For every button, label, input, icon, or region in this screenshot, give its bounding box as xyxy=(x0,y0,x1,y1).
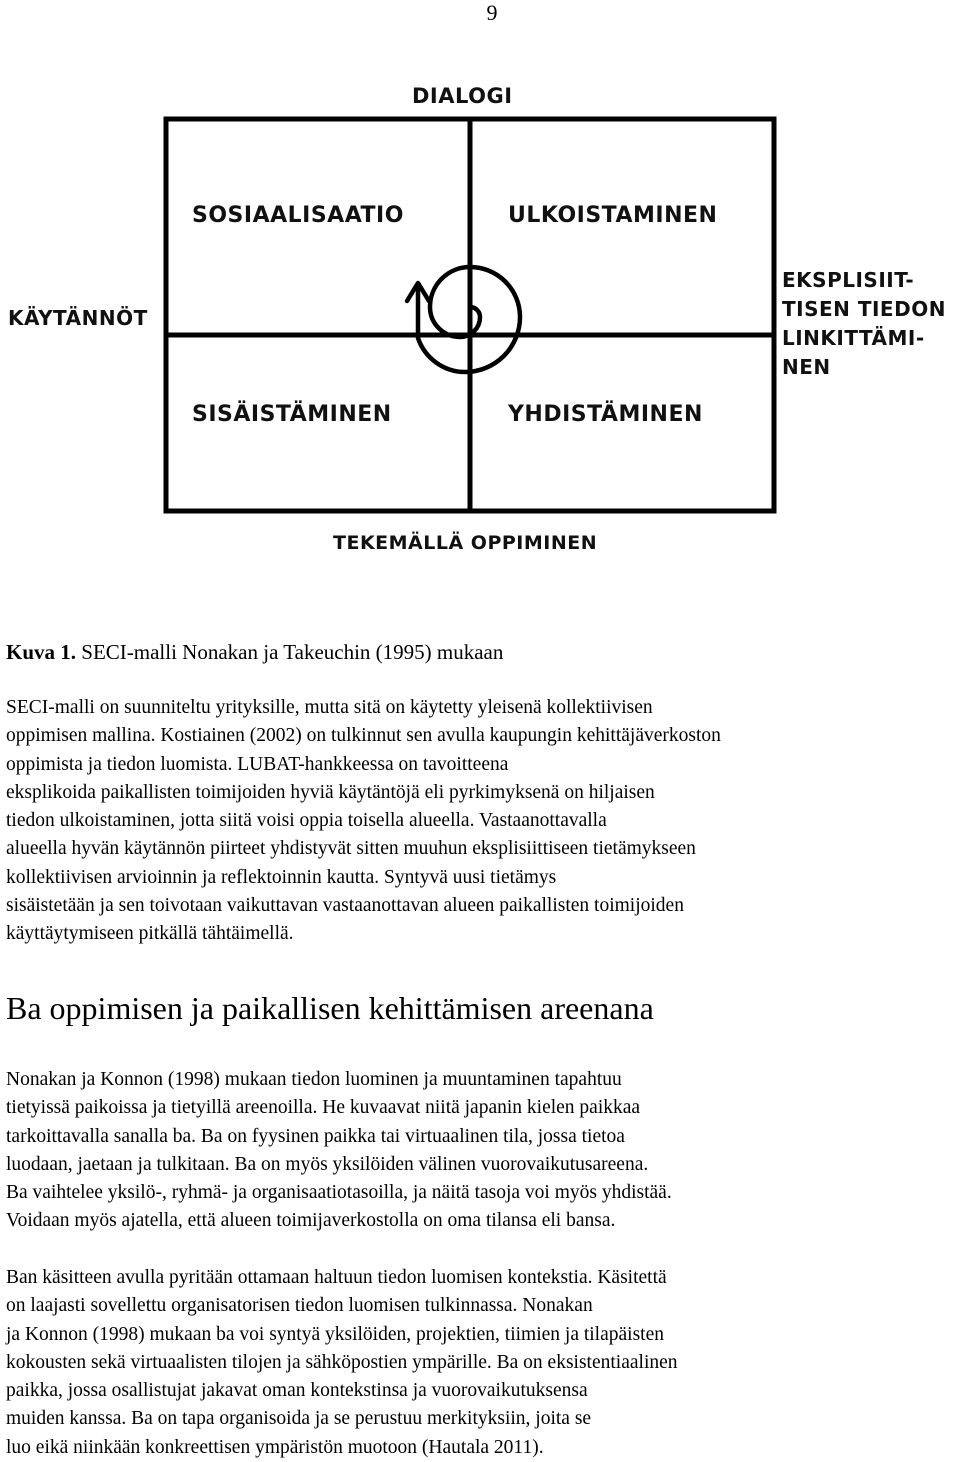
paragraph-3 xyxy=(6,1264,956,1462)
quadrant-top-right: ULKOISTAMINEN xyxy=(508,203,718,228)
text-line: on laajasti sovellettu organisatorisen tiedon luomisen tulkinnassa. Nonakan xyxy=(6,1295,593,1317)
right-label-line: LINKITTÄMI- xyxy=(782,326,925,350)
quadrant-top-left: SOSIAALISAATIO xyxy=(192,203,404,228)
figure-caption xyxy=(6,640,503,665)
text-line: muiden kanssa. Ba on tapa organisoida ja se perustuu merkityksiin, joita se xyxy=(6,1408,592,1430)
text-line: luodaan, jaetaan ja tulkitaan. Ba on myös yksilöiden välinen vuorovaikutusareena. xyxy=(6,1153,649,1175)
text-line: Ban käsitteen avulla pyritään ottamaan haltuun tiedon luomisen kontekstia. Käsitettä xyxy=(6,1267,667,1288)
text-line: Nonakan ja Konnon (1998) mukaan tiedon luominen ja muuntaminen tapahtuu xyxy=(6,1069,622,1090)
text-line: paikka, jossa osallistujat jakavat oman kontekstinsa ja vuorovaikutuksensa xyxy=(6,1380,588,1402)
caption-text: SECI-malli Nonakan ja Takeuchin (1995) mukaan xyxy=(76,640,504,664)
paragraph-1 xyxy=(6,694,956,949)
text-line: sisäistetään ja sen toivotaan vaikuttavan vastaanottavan alueen paikallisten toimijoiden xyxy=(6,895,684,917)
quadrant-bottom-right: YHDISTÄMINEN xyxy=(508,402,703,427)
text-line: SECI-malli on suunniteltu yrityksille, mutta sitä on käytetty yleisenä kollektiivisen xyxy=(6,697,653,718)
text-line: kokousten sekä virtuaalisten tilojen ja sähköpostien ympärille. Ba on eksistentiaalinen xyxy=(6,1351,678,1373)
top-label: DIALOGI xyxy=(412,84,513,108)
page-number: 9 xyxy=(486,0,498,25)
text-line: kollektiivisen arvioinnin ja reflektoinnin kautta. Syntyvä uusi tietämys xyxy=(6,866,557,888)
text-line: Ba vaihtelee yksilö-, ryhmä- ja organisaatiotasoilla, ja näitä tasoja voi myös yhdistää. xyxy=(6,1182,672,1204)
text-line: Voidaan myös ajatella, että alueen toimijaverkostolla on oma tilansa eli bansa. xyxy=(6,1210,616,1232)
text-line: käyttäytymiseen pitkällä tähtäimellä. xyxy=(6,923,294,945)
bottom-label: TEKEMÄLLÄ OPPIMINEN xyxy=(333,532,598,554)
caption-label: Kuva 1. xyxy=(6,640,77,664)
seci-diagram xyxy=(0,70,960,570)
section-heading: Ba oppimisen ja paikallisen kehittämisen areenana xyxy=(6,990,654,1026)
quadrant-bottom-left: SISÄISTÄMINEN xyxy=(192,402,392,427)
right-label xyxy=(782,266,946,382)
text-line: oppimisen mallina. Kostiainen (2002) on tulkinnut sen avulla kaupungin kehittäjäverkoston xyxy=(6,725,721,747)
text-line: ja Konnon (1998) mukaan ba voi syntyä yksilöiden, projektien, tiimien ja tilapäisten xyxy=(6,1323,664,1345)
text-line: tarkoittavalla sanalla ba. Ba on fyysinen paikka tai virtuaalinen tila, jossa tietoa xyxy=(6,1125,625,1147)
text-line: tiedon ulkoistaminen, jotta siitä voisi oppia toisella alueella. Vastaanottavalla xyxy=(6,810,607,832)
text-line: oppimista ja tiedon luomista. LUBAT-hankkeessa on tavoitteena xyxy=(6,753,509,775)
right-label-line: EKSPLISIIT- xyxy=(782,268,915,292)
text-line: tietyissä paikoissa ja tietyillä areenoilla. He kuvaavat niitä japanin kielen paikkaa xyxy=(6,1097,641,1119)
right-label-line: TISEN TIEDON xyxy=(782,297,946,321)
left-label: KÄYTÄNNÖT xyxy=(8,306,148,330)
spiral-arrow-icon xyxy=(407,267,520,372)
text-line: eksplikoida paikallisten toimijoiden hyviä käytäntöjä eli pyrkimyksenä on hiljaisen xyxy=(6,781,655,803)
text-line: alueella hyvän käytännön piirteet yhdistyvät sitten muuhun eksplisiittiseen tietämykseen xyxy=(6,838,696,860)
paragraph-2 xyxy=(6,1066,956,1236)
right-label-line: NEN xyxy=(782,355,831,379)
text-line: luo eikä niinkään konkreettisen ympäristön muotoon (Hautala 2011). xyxy=(6,1436,544,1458)
